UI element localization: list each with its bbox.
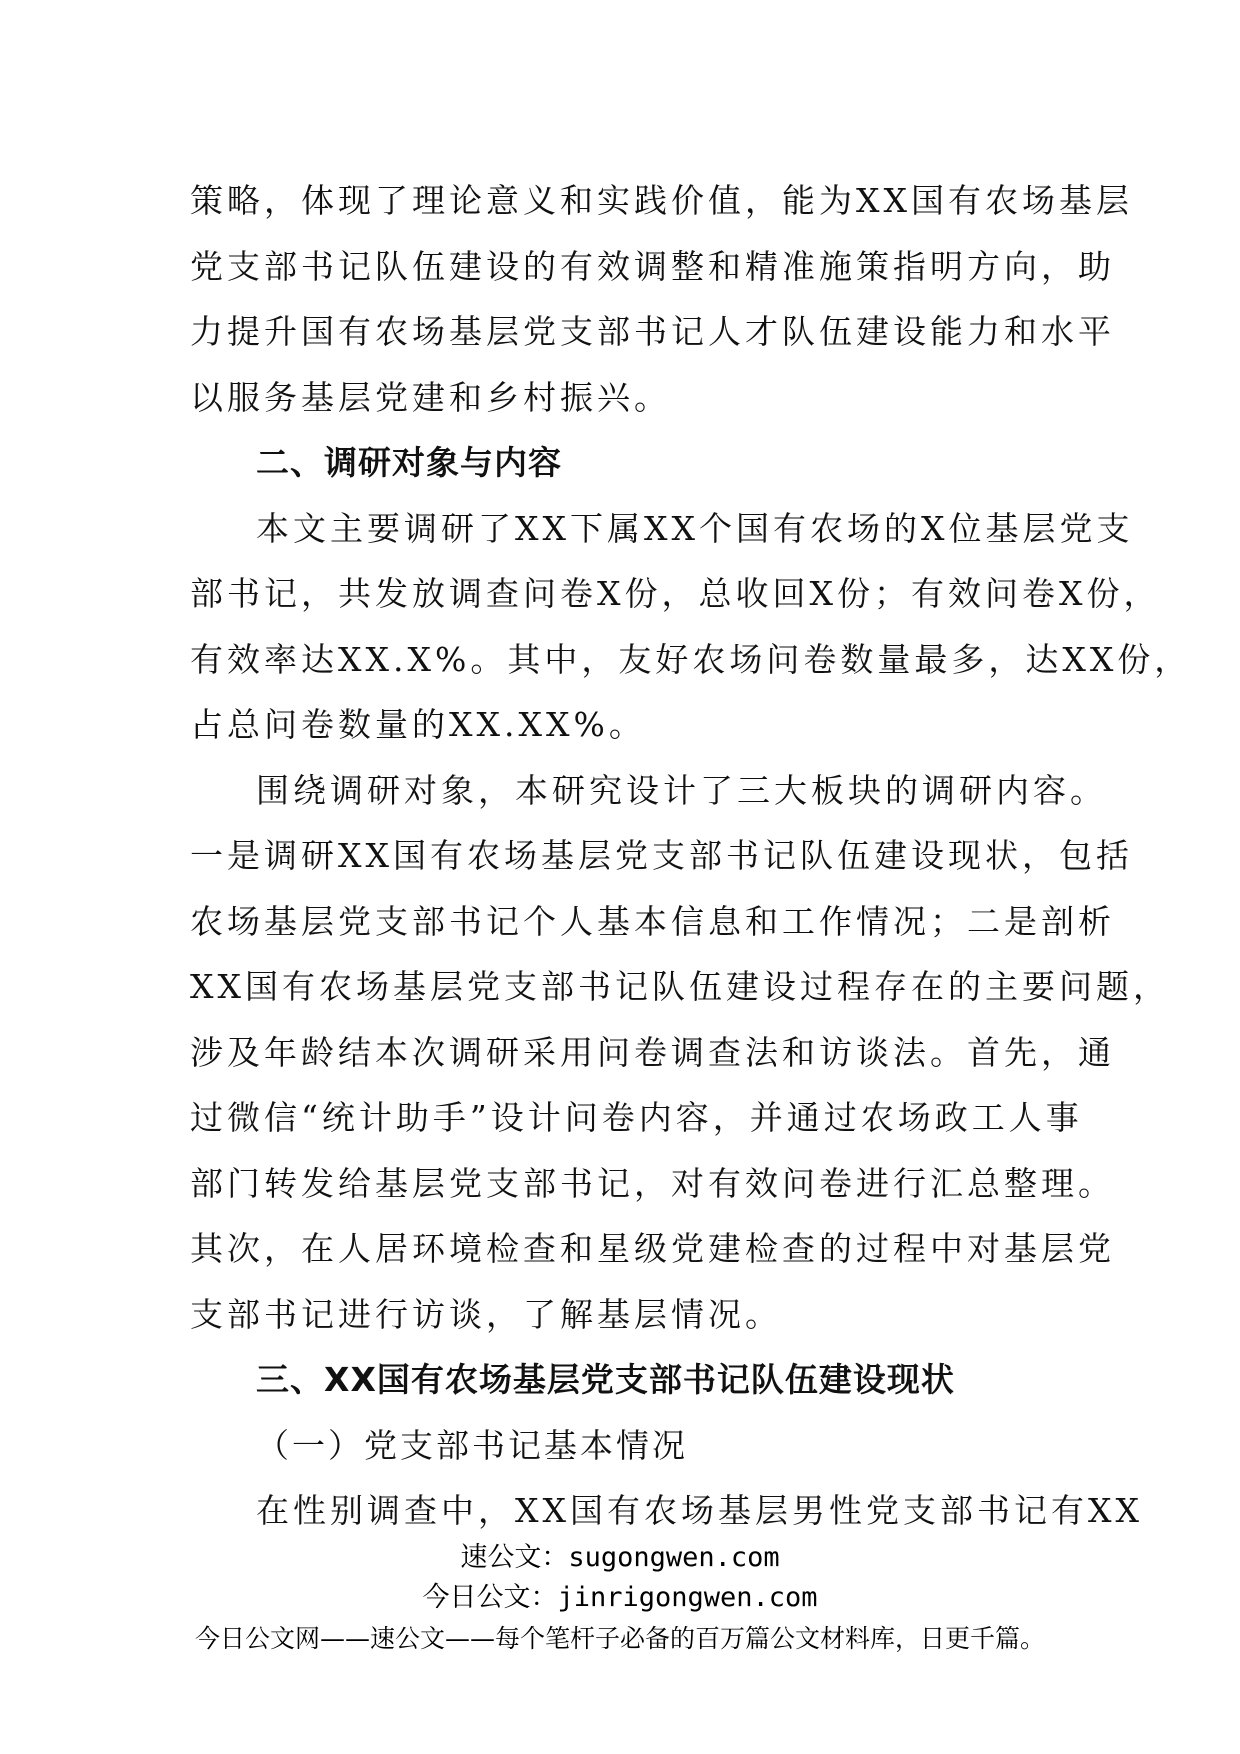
body-text-line: 过微信“统计助手”设计问卷内容，并通过农场政工人事 — [190, 1098, 1083, 1137]
footer-jinrigongwen — [0, 1580, 1240, 1616]
footer-slogan: 今日公文网——速公文——每个笔杆子必备的百万篇公文材料库，日更千篇。 — [194, 1624, 1045, 1653]
footer-link[interactable]: sugongwen.com — [568, 1542, 780, 1573]
subsection-heading: （一）党支部书记基本情况 — [256, 1425, 688, 1465]
footer-link[interactable]: jinrigongwen.com — [557, 1582, 818, 1613]
body-text-line: 一是调研XX国有农场基层党支部书记队伍建设现状，包括 — [190, 836, 1133, 875]
body-text-line: 部门转发给基层党支部书记，对有效问卷进行汇总整理。 — [190, 1163, 1115, 1203]
body-text-line: 本文主要调研了XX下属XX个国有农场的X位基层党支 — [256, 508, 1134, 548]
body-text-line: 占总问卷数量的XX.XX%。 — [190, 705, 646, 744]
footer-label: 今日公文： — [422, 1582, 558, 1613]
body-text-line: 在性别调查中，XX国有农场基层男性党支部书记有XX — [256, 1491, 1143, 1530]
body-text-line: 以服务基层党建和乡村振兴。 — [190, 377, 671, 417]
section-heading: 二、调研对象与内容 — [256, 443, 562, 482]
body-text-line: XX国有农场基层党支部书记队伍建设过程存在的主要问题， — [190, 967, 1170, 1006]
body-text-line: 策略，体现了理论意义和实践价值，能为XX国有农场基层 — [190, 181, 1133, 220]
body-text-line: 部书记，共发放调查问卷X份，总收回X份；有效问卷X份， — [190, 574, 1161, 613]
body-text-line: 有效率达XX.X%。其中，友好农场问卷数量最多，达XX份， — [190, 639, 1192, 679]
body-text-line: 党支部书记队伍建设的有效调整和精准施策指明方向，助 — [190, 246, 1115, 286]
footer-label: 速公文： — [460, 1542, 569, 1573]
body-text-line: 其次，在人居环境检查和星级党建检查的过程中对基层党 — [190, 1229, 1115, 1268]
footer-sugongwen — [0, 1540, 1240, 1576]
body-text-line: 围绕调研对象，本研究设计了三大板块的调研内容。 — [256, 770, 1107, 810]
section-heading: 三、XX国有农场基层党支部书记队伍建设现状 — [256, 1360, 955, 1399]
body-text-line: 力提升国有农场基层党支部书记人才队伍建设能力和水平 — [190, 312, 1115, 351]
body-text-line: 支部书记进行访谈，了解基层情况。 — [190, 1294, 782, 1334]
body-text-line: 涉及年龄结本次调研采用问卷调查法和访谈法。首先，通 — [190, 1032, 1115, 1072]
document-body — [190, 168, 1192, 1544]
body-text-line: 农场基层党支部书记个人基本信息和工作情况；二是剖析 — [190, 901, 1115, 941]
